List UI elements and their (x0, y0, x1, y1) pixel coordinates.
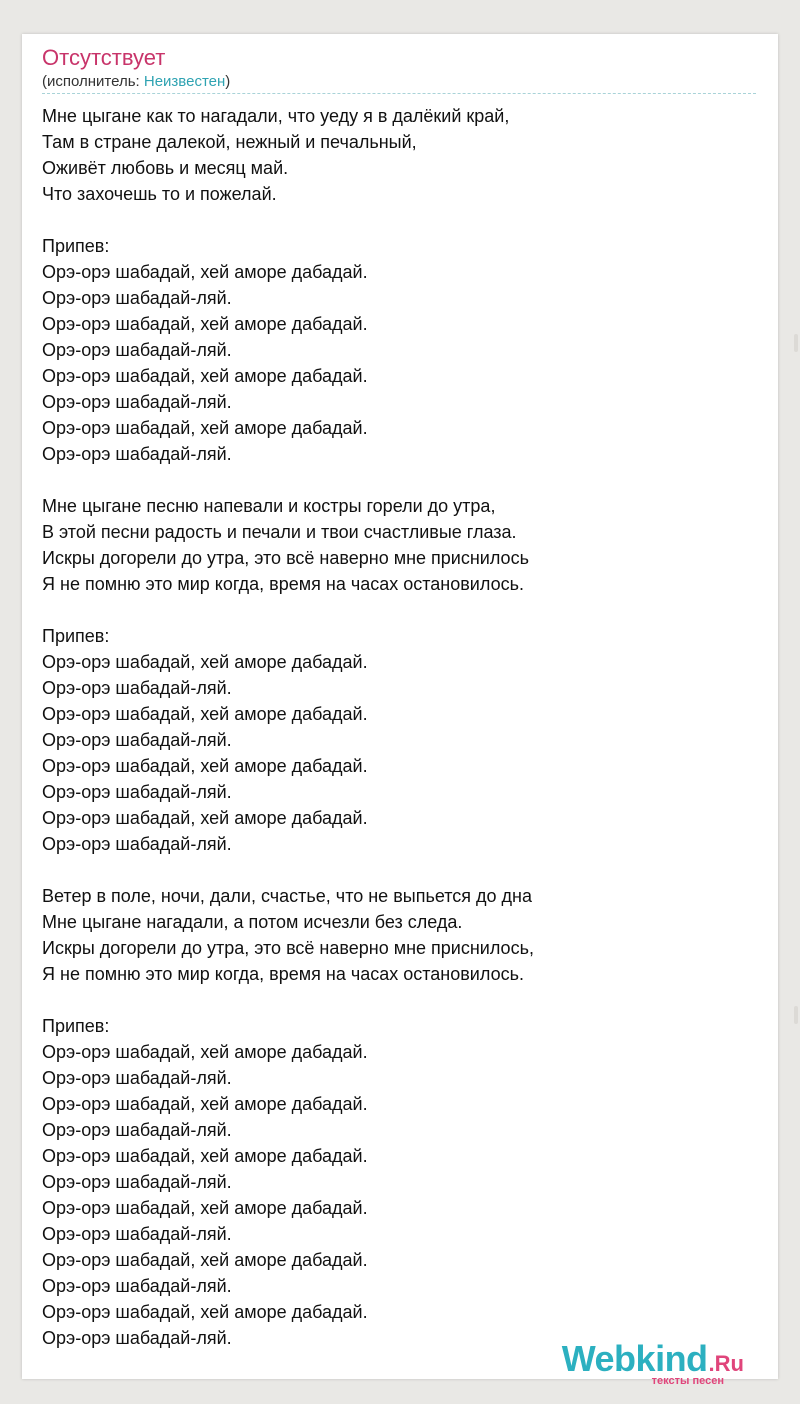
scroll-indicator-top (794, 334, 798, 352)
stanza-break (42, 987, 762, 1013)
lyric-line: Орэ-орэ шабадай-ляй. (42, 782, 232, 802)
lyric-line: Орэ-орэ шабадай, хей аморе дабадай. (42, 366, 368, 386)
lyric-line: Орэ-орэ шабадай-ляй. (42, 1172, 232, 1192)
lyric-line: Орэ-орэ шабадай-ляй. (42, 1276, 232, 1296)
lyric-line: Орэ-орэ шабадай, хей аморе дабадай. (42, 756, 368, 776)
lyric-line: Оживёт любовь и месяц май. (42, 158, 289, 178)
logo-wordmark (562, 1340, 744, 1378)
lyric-line: Я не помню это мир когда, время на часах остановилось. (42, 964, 524, 984)
lyric-line: Орэ-орэ шабадай-ляй. (42, 678, 232, 698)
lyric-line: Орэ-орэ шабадай-ляй. (42, 288, 232, 308)
lyric-line: Мне цыгане нагадали, а потом исчезли без следа. (42, 912, 463, 932)
stanza-break (42, 207, 762, 233)
lyric-line: Орэ-орэ шабадай-ляй. (42, 730, 232, 750)
lyric-line: Орэ-орэ шабадай, хей аморе дабадай. (42, 1250, 368, 1270)
lyric-line: В этой песни радость и печали и твои счастливые глаза. (42, 522, 517, 542)
lyric-line: Ветер в поле, ночи, дали, счастье, что не выпьется до дна (42, 886, 532, 906)
artist-line (42, 73, 230, 91)
lyric-line: Орэ-орэ шабадай, хей аморе дабадай. (42, 808, 368, 828)
lyric-line: Я не помню это мир когда, время на часах остановилось. (42, 574, 524, 594)
lyric-line: Орэ-орэ шабадай-ляй. (42, 340, 232, 360)
lyric-line: Орэ-орэ шабадай-ляй. (42, 1328, 232, 1348)
lyric-line: Орэ-орэ шабадай, хей аморе дабадай. (42, 418, 368, 438)
song-title: Отсутствует (42, 45, 166, 70)
lyric-line: Орэ-орэ шабадай, хей аморе дабадай. (42, 1094, 368, 1114)
scroll-indicator-bottom (794, 1006, 798, 1024)
lyric-line: Что захочешь то и пожелай. (42, 184, 277, 204)
lyric-line: Орэ-орэ шабадай, хей аморе дабадай. (42, 314, 368, 334)
lyric-line: Орэ-орэ шабадай, хей аморе дабадай. (42, 1302, 368, 1322)
lyric-line: Орэ-орэ шабадай, хей аморе дабадай. (42, 1198, 368, 1218)
lyric-line: Орэ-орэ шабадай-ляй. (42, 444, 232, 464)
lyric-line: Орэ-орэ шабадай, хей аморе дабадай. (42, 262, 368, 282)
lyric-line: Мне цыгане как то нагадали, что уеду я в далёкий край, (42, 106, 510, 126)
lyric-line: Припев: (42, 626, 110, 646)
lyrics-text (42, 103, 762, 1351)
artist-prefix: (исполнитель: (42, 73, 144, 90)
lyric-line: Орэ-орэ шабадай, хей аморе дабадай. (42, 652, 368, 672)
lyrics-card (22, 34, 778, 1387)
artist-link[interactable]: Неизвестен (143, 73, 226, 90)
lyric-line: Орэ-орэ шабадай-ляй. (42, 392, 232, 412)
lyric-line: Орэ-орэ шабадай-ляй. (42, 1068, 232, 1088)
lyric-line: Припев: (42, 1016, 110, 1036)
lyric-line: Орэ-орэ шабадай, хей аморе дабадай. (42, 704, 368, 724)
lyric-line: Искры догорели до утра, это всё наверно мне приснилось (42, 548, 529, 568)
logo-suffix: .Ru (708, 1351, 744, 1376)
lyric-line: Орэ-орэ шабадай, хей аморе дабадай. (42, 1146, 368, 1166)
logo-main: Webkind (561, 1338, 708, 1379)
lyric-line: Искры догорели до утра, это всё наверно мне приснилось, (42, 938, 534, 958)
lyric-line: Мне цыгане песню напевали и костры горели до утра, (42, 496, 496, 516)
stanza-break (42, 857, 762, 883)
header-divider (42, 93, 756, 94)
lyric-line: Припев: (42, 236, 110, 256)
lyric-line: Орэ-орэ шабадай-ляй. (42, 1224, 232, 1244)
logo-tagline: тексты песен (651, 1375, 724, 1387)
lyric-line: Орэ-орэ шабадай, хей аморе дабадай. (42, 1042, 368, 1062)
lyric-line: Орэ-орэ шабадай-ляй. (42, 1120, 232, 1140)
site-logo[interactable] (562, 1340, 744, 1387)
lyric-line: Орэ-орэ шабадай-ляй. (42, 834, 232, 854)
lyric-line: Там в стране далекой, нежный и печальный, (42, 132, 417, 152)
stanza-break (42, 467, 762, 493)
artist-suffix: ) (225, 73, 231, 90)
stanza-break (42, 597, 762, 623)
